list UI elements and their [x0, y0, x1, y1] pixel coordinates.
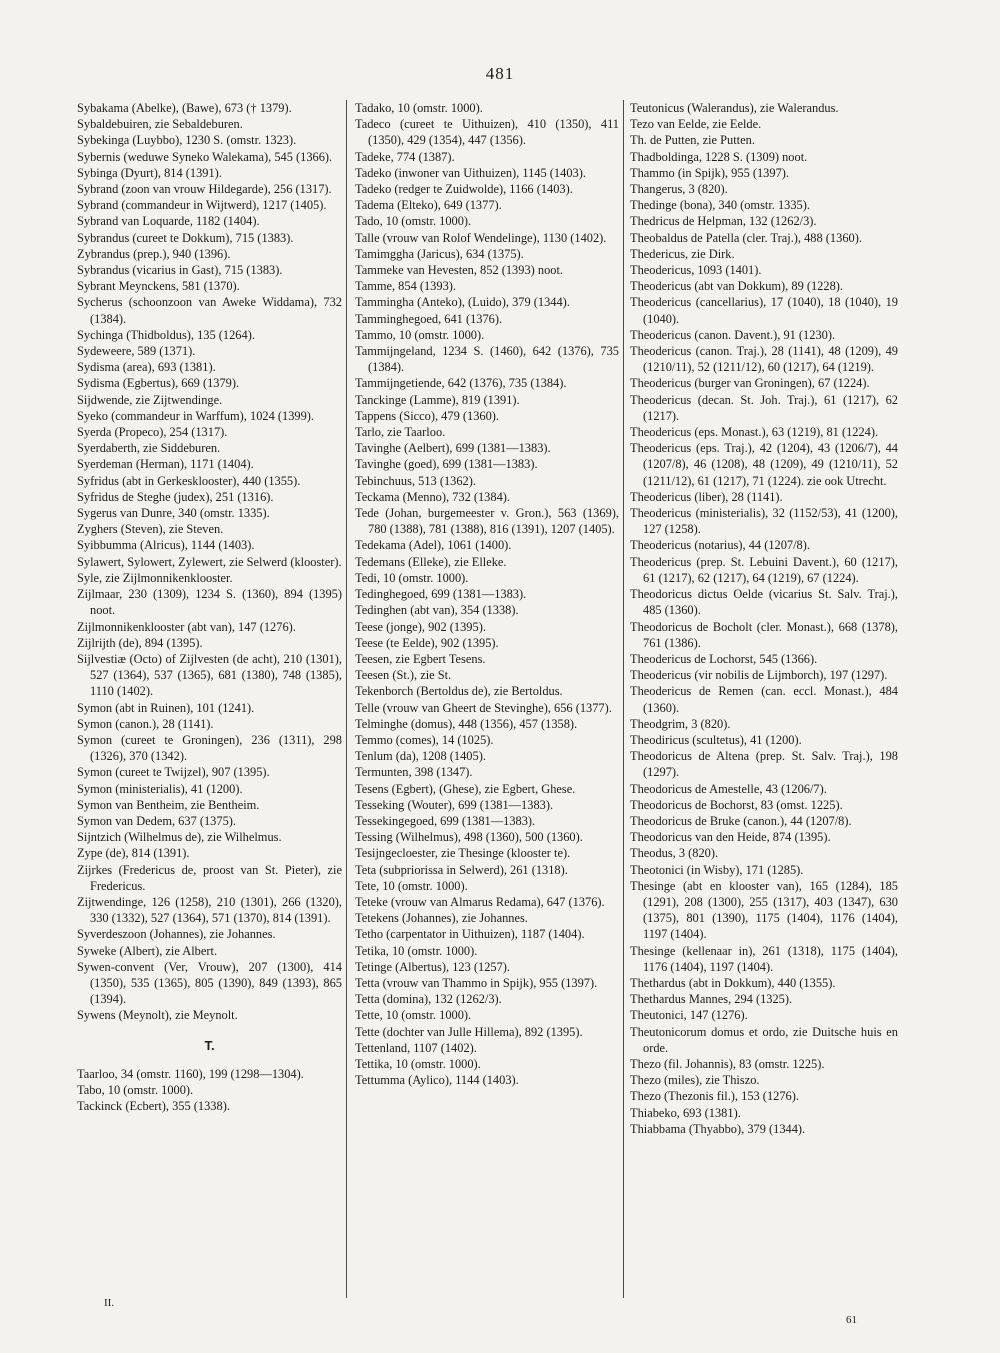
index-entry: Sycherus (schoonzoon van Aweke Widdama), 732 (1384).	[77, 295, 342, 326]
index-entry: Thezo (miles), zie Thiszo.	[630, 1073, 760, 1088]
index-entry: Syverdeszoon (Johannes), zie Johannes.	[77, 927, 276, 942]
index-entry: Tamimggha (Jaricus), 634 (1375).	[355, 246, 524, 261]
index-entry: Theodericus (canon. Davent.), 91 (1230).	[630, 327, 836, 342]
index-entry: Tette (dochter van Julle Hillema), 892 (1395).	[355, 1024, 583, 1039]
index-entry: Theodiricus (scultetus), 41 (1200).	[630, 732, 802, 747]
index-entry: Sybakama (Abelke), (Bawe), 673 († 1379).	[77, 101, 292, 115]
index-entry: Theodericus, 1093 (1401).	[630, 263, 762, 278]
index-entry: Sychinga (Thidboldus), 135 (1264).	[77, 327, 255, 342]
index-entry: Sywen-convent (Ver, Vrouw), 207 (1300), 414 (1350), 535 (1365), 805 (1390), 849 (1393), 865 (1394).	[77, 959, 342, 1007]
index-entry: Tedemans (Elleke), zie Elleke.	[355, 554, 507, 569]
index-entry: Theodus, 3 (820).	[630, 846, 719, 861]
index-entry: Sydisma (area), 693 (1381).	[77, 360, 216, 375]
index-entry: Theodericus (canon. Traj.), 28 (1141), 48 (1209), 49 (1210/11), 52 (1211/12), 60 (1217), 64 (1219).	[630, 344, 898, 375]
index-entry: Tekenborch (Bertoldus de), zie Bertoldus.	[355, 684, 563, 699]
index-entry: Theodericus (vir nobilis de Lijmborch), 197 (1297).	[630, 668, 888, 683]
index-entry: Tedinghen (abt van), 354 (1338).	[355, 603, 519, 618]
index-entry: Theodoricus de Bruke (canon.), 44 (1207/8).	[630, 813, 852, 828]
index-entry: Tammo, 10 (omstr. 1000).	[355, 327, 485, 342]
entry-list-t	[77, 1066, 342, 1115]
index-entry: Symon (cureet te Groningen), 236 (1311), 298 (1326), 370 (1342).	[77, 732, 342, 764]
index-entry: Tetho (carpentator in Uithuizen), 1187 (1404).	[355, 927, 585, 942]
index-entry: Theodoricus de Bochorst, 83 (omst. 1225).	[630, 797, 843, 812]
signature-mark: II.	[104, 1297, 115, 1309]
index-entry: Teese (jonge), 902 (1395).	[355, 619, 486, 634]
index-entry: Tarlo, zie Taarloo.	[355, 425, 446, 440]
index-entry: Thangerus, 3 (820).	[630, 182, 728, 197]
page-number: 481	[485, 64, 515, 83]
index-entry: Theodericus (prep. St. Lebuini Davent.), 60 (1217), 61 (1217), 62 (1217), 64 (1219), 67 (1224).	[630, 554, 898, 585]
index-entry: Tette, 10 (omstr. 1000).	[355, 1008, 472, 1023]
index-entry: Temmo (comes), 14 (1025).	[355, 732, 494, 747]
index-entry: Sygerus van Dunre, 340 (omstr. 1335).	[77, 506, 270, 521]
index-entry: Theodoricus de Bocholt (cler. Monast.), 668 (1378), 761 (1386).	[630, 619, 898, 650]
index-entry: Thiabbama (Thyabbo), 379 (1344).	[630, 1121, 806, 1136]
index-entry: Tetekens (Johannes), zie Johannes.	[355, 911, 528, 926]
index-entry: Termunten, 398 (1347).	[355, 765, 473, 780]
index-entry: Thadboldinga, 1228 S. (1309) noot.	[630, 149, 808, 164]
index-entry: Tesens (Egbert), (Ghese), zie Egbert, Ghese.	[355, 781, 576, 796]
index-entry: Zijrkes (Fredericus de, proost van St. Pieter), zie Fredericus.	[77, 862, 342, 893]
index-entry: Syfridus de Steghe (judex), 251 (1316).	[77, 489, 274, 504]
index-entry: Sybrand (zoon van vrouw Hildegarde), 256 (1317).	[77, 182, 332, 197]
index-entry: Syerdeman (Herman), 1171 (1404).	[77, 457, 254, 472]
index-entry: Theodericus (notarius), 44 (1207/8).	[630, 538, 810, 553]
index-entry: Sybekinga (Luybbo), 1230 S. (omstr. 1323).	[77, 133, 297, 148]
index-entry: Zijtwendinge, 126 (1258), 210 (1301), 266 (1320), 330 (1332), 527 (1364), 571 (1370), 814 (1391).	[77, 894, 342, 926]
index-entry: Syeko (commandeur in Warffum), 1024 (1399).	[77, 408, 315, 423]
index-entry: Tezo van Eelde, zie Eelde.	[630, 117, 762, 132]
index-entry: Teese (te Eelde), 902 (1395).	[355, 635, 499, 650]
index-entry: Symon van Dedem, 637 (1375).	[77, 813, 236, 828]
index-entry: Theodericus (abt van Dokkum), 89 (1228).	[630, 279, 843, 294]
index-entry: Sydisma (Egbertus), 669 (1379).	[77, 376, 240, 391]
index-entry: Teta (subpriorissa in Selwerd), 261 (1318).	[355, 862, 568, 877]
index-entry: Teckama (Menno), 732 (1384).	[355, 489, 510, 504]
index-entry: Sybaldebuiren, zie Sebaldeburen.	[77, 117, 243, 132]
index-entry: Theodoricus de Amestelle, 43 (1206/7).	[630, 781, 827, 796]
index-entry: Tetika, 10 (omstr. 1000).	[355, 943, 478, 958]
index-entry: Tanckinge (Lamme), 819 (1391).	[355, 392, 520, 407]
index-entry: Tetta (domina), 132 (1262/3).	[355, 992, 502, 1007]
index-entry: Thezo (Thezonis fil.), 153 (1276).	[630, 1089, 799, 1104]
index-entry: Thethardus Mannes, 294 (1325).	[630, 992, 793, 1007]
index-column-2	[355, 100, 619, 1088]
index-entry: Theodericus (ministerialis), 32 (1152/53), 41 (1200), 127 (1258).	[630, 506, 898, 537]
index-entry: Sybinga (Dyurt), 814 (1391).	[77, 165, 222, 180]
index-entry: Sybrant Meynckens, 581 (1370).	[77, 279, 240, 294]
index-entry: Zijlmaar, 230 (1309), 1234 S. (1360), 894 (1395) noot.	[77, 587, 342, 618]
index-entry: Tado, 10 (omstr. 1000).	[355, 214, 472, 229]
index-entry: Syibbumma (Alricus), 1144 (1403).	[77, 538, 255, 553]
index-entry: Thedinge (bona), 340 (omstr. 1335).	[630, 198, 810, 213]
index-entry: Sybernis (weduwe Syneko Walekama), 545 (1366).	[77, 149, 333, 164]
index-entry: Tamme, 854 (1393).	[355, 279, 456, 294]
index-entry: Thezo (fil. Johannis), 83 (omstr. 1225).	[630, 1056, 825, 1071]
index-entry: Thethardus (abt in Dokkum), 440 (1355).	[630, 975, 836, 990]
signature-mark: 61	[846, 1314, 857, 1326]
index-entry: Tadako, 10 (omstr. 1000).	[355, 101, 483, 115]
letter-heading: T.	[204, 1037, 215, 1053]
index-entry: Tamminghegoed, 641 (1376).	[355, 311, 503, 326]
index-entry: Symon van Bentheim, zie Bentheim.	[77, 797, 260, 812]
index-entry: Tesijngecloester, zie Thesinge (klooster te).	[355, 846, 571, 861]
index-entry: Theodericus (eps. Traj.), 42 (1204), 43 (1206/7), 44 (1207/8), 46 (1208), 48 (1209), 49 (1210/11), 52 (1211/12), 61 (1217), 71 (1224). zie ook Utrecht.	[630, 441, 898, 488]
index-entry: Tettenland, 1107 (1402).	[355, 1040, 477, 1055]
index-entry: Taarloo, 34 (omstr. 1160), 199 (1298—1304).	[77, 1066, 304, 1081]
index-column-3	[630, 100, 898, 1137]
index-entry: Sylawert, Sylowert, Zylewert, zie Selwerd (klooster).	[77, 554, 342, 569]
index-entry: Symon (canon.), 28 (1141).	[77, 716, 214, 731]
index-entry: Theodericus (liber), 28 (1141).	[630, 489, 783, 504]
index-entry: Symon (cureet te Twijzel), 907 (1395).	[77, 765, 270, 780]
index-entry: Tammeke van Hevesten, 852 (1393) noot.	[355, 263, 563, 278]
index-entry: Syle, zie Zijlmonnikenklooster.	[77, 570, 233, 585]
entry-list	[355, 100, 619, 1088]
index-entry: Theodericus (burger van Groningen), 67 (1224).	[630, 376, 870, 391]
index-entry: Tedi, 10 (omstr. 1000).	[355, 570, 469, 585]
index-entry: Tedinghegoed, 699 (1381—1383).	[355, 587, 527, 602]
index-entry: Syfridus (abt in Gerkesklooster), 440 (1355).	[77, 473, 301, 488]
index-column-1	[77, 100, 342, 1114]
index-entry: Tammijngetiende, 642 (1376), 735 (1384).	[355, 376, 567, 391]
index-entry: Tammingha (Anteko), (Luido), 379 (1344).	[355, 295, 570, 310]
index-entry: Tadeko (redger te Zuidwolde), 1166 (1403).	[355, 182, 573, 197]
index-entry: Tetinge (Albertus), 123 (1257).	[355, 959, 511, 974]
index-entry: Tackinck (Ecbert), 355 (1338).	[77, 1099, 230, 1114]
index-entry: Tadeke, 774 (1387).	[355, 149, 455, 164]
index-entry: Tedekama (Adel), 1061 (1400).	[355, 538, 512, 553]
index-entry: Theotonici (in Wisby), 171 (1285).	[630, 862, 804, 877]
index-entry: Sijntzich (Wilhelmus de), zie Wilhelmus.	[77, 830, 282, 845]
column-divider	[346, 100, 347, 1298]
index-entry: Sijdwende, zie Zijtwendinge.	[77, 392, 223, 407]
index-entry: Theodericus (decan. St. Joh. Traj.), 61 (1217), 62 (1217).	[630, 392, 898, 423]
index-entry: Thammo (in Spijk), 955 (1397).	[630, 165, 789, 180]
index-entry: Theodoricus de Altena (prep. St. Salv. Traj.), 198 (1297).	[630, 749, 898, 780]
index-entry: Tenlum (da), 1208 (1405).	[355, 749, 486, 764]
column-divider	[623, 100, 624, 1298]
index-entry: Sywens (Meynolt), zie Meynolt.	[77, 1008, 238, 1023]
index-entry: Theutonicorum domus et ordo, zie Duitsche huis en orde.	[630, 1024, 898, 1055]
index-entry: Th. de Putten, zie Putten.	[630, 133, 755, 148]
index-entry: Teesen, zie Egbert Tesens.	[355, 651, 486, 666]
index-entry: Tesseking (Wouter), 699 (1381—1383).	[355, 797, 554, 812]
index-entry: Zyghers (Steven), zie Steven.	[77, 522, 224, 537]
index-entry: Tammijngeland, 1234 S. (1460), 642 (1376), 735 (1384).	[355, 344, 619, 375]
index-entry: Syerdaberth, zie Siddeburen.	[77, 441, 221, 456]
index-entry: Sijlvestiæ (Octo) of Zijlvesten (de acht), 210 (1301), 527 (1364), 537 (1365), 681 (1380), 748 (1385), 1110 (1402).	[77, 651, 342, 699]
index-entry: Tetta (vrouw van Thammo in Spijk), 955 (1397).	[355, 975, 598, 990]
index-entry: Teutonicus (Walerandus), zie Walerandus.	[630, 101, 839, 115]
index-entry: Tabo, 10 (omstr. 1000).	[77, 1082, 194, 1097]
index-entry: Thedericus, zie Dirk.	[630, 246, 735, 261]
index-entry: Tete, 10 (omstr. 1000).	[355, 878, 468, 893]
index-entry: Tettika, 10 (omstr. 1000).	[355, 1056, 481, 1071]
index-entry: Thedricus de Helpman, 132 (1262/3).	[630, 214, 817, 229]
index-entry: Tadeco (cureet te Uithuizen), 410 (1350), 411 (1350), 429 (1354), 447 (1356).	[355, 117, 619, 148]
index-entry: Sydeweere, 589 (1371).	[77, 344, 196, 359]
index-entry: Tessekingegoed, 699 (1381—1383).	[355, 813, 536, 828]
index-entry: Sybrandus (vicarius in Gast), 715 (1383).	[77, 263, 283, 278]
index-entry: Theodericus de Lochorst, 545 (1366).	[630, 651, 818, 666]
index-entry: Theobaldus de Patella (cler. Traj.), 488 (1360).	[630, 230, 862, 245]
index-entry: Tavinghe (Aelbert), 699 (1381—1383).	[355, 441, 551, 456]
index-entry: Teesen (St.), zie St.	[355, 668, 452, 683]
index-entry: Symon (ministerialis), 41 (1200).	[77, 781, 243, 796]
index-entry: Teteke (vrouw van Almarus Redama), 647 (1376).	[355, 894, 605, 909]
index-entry: Zijlmonnikenklooster (abt van), 147 (1276).	[77, 619, 296, 634]
index-entry: Talle (vrouw van Rolof Wendelinge), 1130 (1402).	[355, 230, 607, 245]
index-entry: Thesinge (kellenaar in), 261 (1318), 1175 (1404), 1176 (1404), 1197 (1404).	[630, 943, 898, 974]
index-entry: Tavinghe (goed), 699 (1381—1383).	[355, 457, 538, 472]
index-entry: Tessing (Wilhelmus), 498 (1360), 500 (1360).	[355, 830, 583, 845]
index-entry: Syweke (Albert), zie Albert.	[77, 943, 218, 958]
index-entry: Syerda (Propeco), 254 (1317).	[77, 425, 228, 440]
index-entry: Thesinge (abt en klooster van), 165 (1284), 185 (1291), 208 (1300), 255 (1317), 403 (1347), 630 (1375), 801 (1390), 1175 (1404), 1176 (1404), 1197 (1404).	[630, 878, 898, 942]
index-entry: Theodgrim, 3 (820).	[630, 716, 731, 731]
index-entry: Theodericus de Remen (can. eccl. Monast.), 484 (1360).	[630, 684, 898, 715]
index-entry: Symon (abt in Ruinen), 101 (1241).	[77, 700, 255, 715]
index-entry: Zybrandus (prep.), 940 (1396).	[77, 246, 231, 261]
index-entry: Tadeko (inwoner van Uithuizen), 1145 (1403).	[355, 165, 586, 180]
index-entry: Theodericus (cancellarius), 17 (1040), 18 (1040), 19 (1040).	[630, 295, 898, 326]
index-entry: Tappens (Sicco), 479 (1360).	[355, 408, 499, 423]
index-entry: Thiabeko, 693 (1381).	[630, 1105, 741, 1120]
index-entry: Theodoricus van den Heide, 874 (1395).	[630, 830, 831, 845]
index-entry: Sybrand (commandeur in Wijtwerd), 1217 (1405).	[77, 198, 327, 213]
index-entry: Zijlrijth (de), 894 (1395).	[77, 635, 203, 650]
index-entry: Tebinchuus, 513 (1362).	[355, 473, 476, 488]
entry-list	[77, 100, 342, 1024]
index-entry: Theutonici, 147 (1276).	[630, 1008, 748, 1023]
index-entry: Theodoricus dictus Oelde (vicarius St. Salv. Traj.), 485 (1360).	[630, 587, 898, 618]
index-entry: Theodericus (eps. Monast.), 63 (1219), 81 (1224).	[630, 425, 879, 440]
index-entry: Telminghe (domus), 448 (1356), 457 (1358).	[355, 716, 578, 731]
index-entry: Sybrandus (cureet te Dokkum), 715 (1383).	[77, 230, 294, 245]
index-entry: Tadema (Elteko), 649 (1377).	[355, 198, 502, 213]
index-entry: Tede (Johan, burgemeester v. Gron.), 563 (1369), 780 (1388), 781 (1388), 816 (1391), 1207 (1405).	[355, 506, 619, 537]
entry-list	[630, 100, 898, 1137]
index-entry: Tettumma (Aylico), 1144 (1403).	[355, 1073, 519, 1088]
index-entry: Telle (vrouw van Gheert de Stevinghe), 656 (1377).	[355, 700, 612, 715]
index-entry: Sybrand van Loquarde, 1182 (1404).	[77, 214, 260, 229]
index-entry: Zype (de), 814 (1391).	[77, 846, 190, 861]
